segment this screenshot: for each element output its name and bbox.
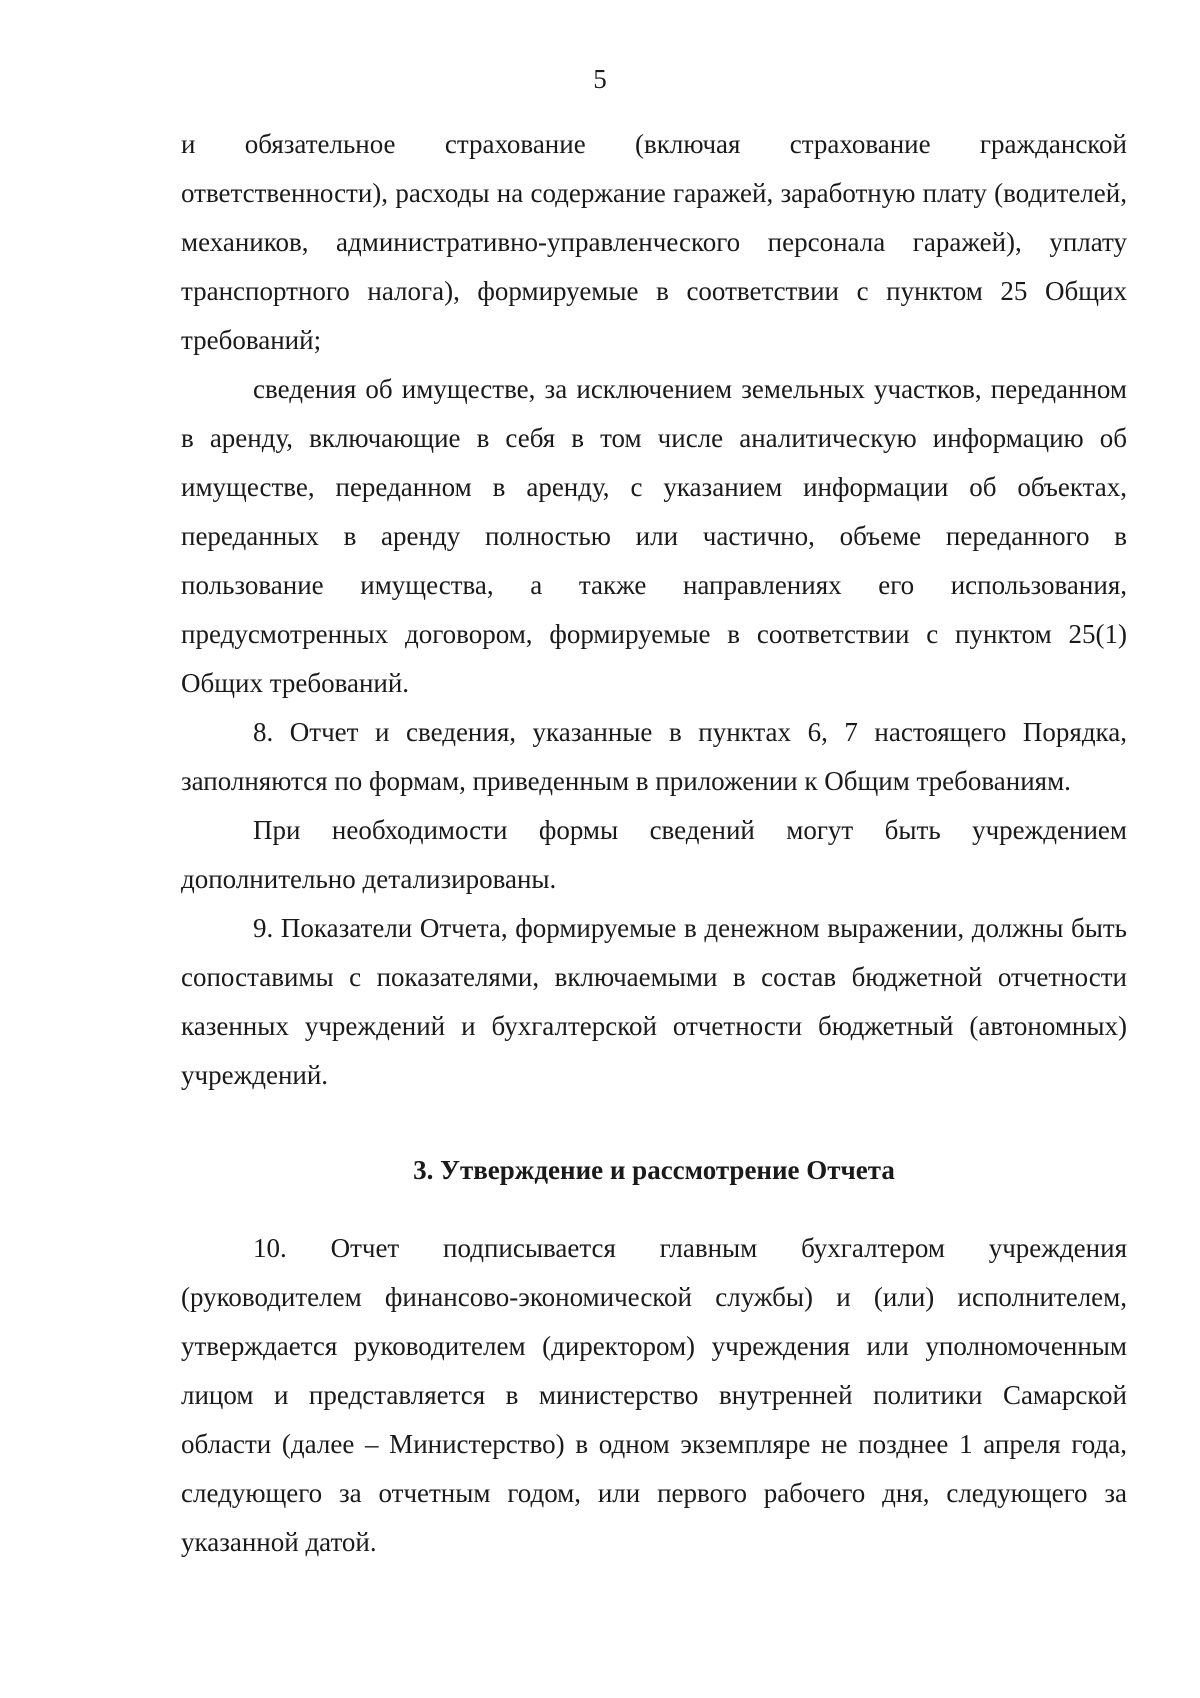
page-number: 5 (593, 64, 607, 94)
paragraph-item-8: 8. Отчет и сведения, указанные в пунктах 6, 7 настоящего Порядка, заполняются по формам, приведенным в приложении к Общим требованиям. (181, 717, 1127, 796)
section-heading: 3. Утверждение и рассмотрение Отчета (413, 1155, 895, 1185)
paragraph-item-10: 10. Отчет подписывается главным бухгалтером учреждения (руководителем финансово-экономической службы) и (или) исполнителем, утверждается руководителем (директором) учреждения или уполномоченным лицом и представляется в министерство внутренней политики Самарской области (далее – Министерство) в одном экземпляре не позднее 1 апреля года, следующего за отчетным годом, или первого рабочего дня, следующего за указанной датой. (181, 1233, 1127, 1557)
paragraph-leased-property: сведения об имуществе, за исключением земельных участков, переданном в аренду, включающие в себя в том числе аналитическую информацию об имуществе, переданном в аренду, с указанием информации об объектах, переданных в аренду полностью или частично, объеме переданного в пользование имущества, а также направлениях его использования, предусмотренных договором, формируемые в соответствии с пунктом 25(1) Общих требований. (181, 374, 1127, 698)
document-body (181, 120, 1127, 1567)
paragraph-forms-detail: При необходимости формы сведений могут быть учреждением дополнительно детализированы. (181, 815, 1127, 894)
paragraph-item-9: 9. Показатели Отчета, формируемые в денежном выражении, должны быть сопоставимы с показателями, включаемыми в состав бюджетной отчетности казенных учреждений и бухгалтерской отчетности бюджетный (автономных) учреждений. (181, 913, 1127, 1090)
paragraph-insurance-continuation: и обязательное страхование (включая страхование гражданской ответственности), расходы на содержание гаражей, заработную плату (водителей, механиков, административно-управленческого персонала гаражей), уплату транспортного налога), формируемые в соответствии с пунктом 25 Общих требований; (181, 129, 1127, 355)
